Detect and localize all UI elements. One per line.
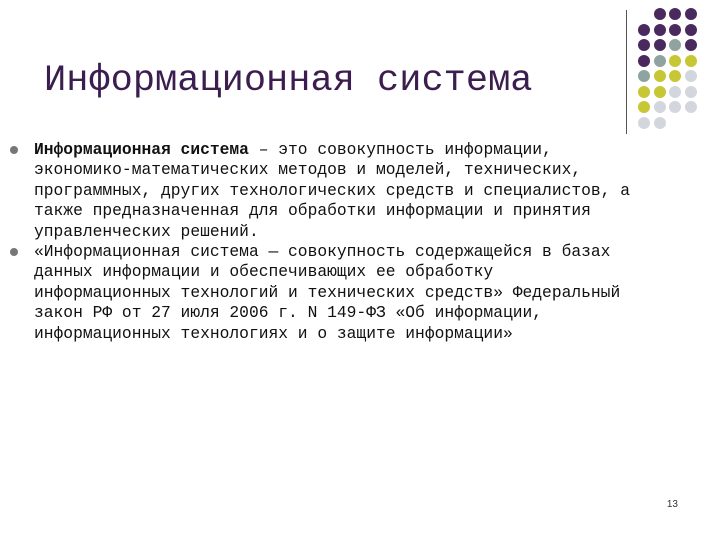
bullet-item-definition <box>10 140 630 242</box>
decorative-dot <box>669 86 681 98</box>
decorative-dot <box>669 8 681 20</box>
decorative-dot <box>654 101 666 113</box>
decorative-dot <box>654 70 666 82</box>
definition-text: – это совокупность информации, экономико-математических методов и моделей, технических, программных, других технологических средств и специалистов, а также предназначенная для обработки информации и принятия управленческих решений. <box>34 140 630 241</box>
decorative-dot <box>669 39 681 51</box>
decorative-dot <box>654 39 666 51</box>
bullet-icon <box>10 146 18 154</box>
decorative-dot <box>654 86 666 98</box>
decorative-dot <box>638 24 650 36</box>
bullet-icon <box>10 248 18 256</box>
bullet-item-law-quote <box>10 242 630 344</box>
decorative-dot <box>638 70 650 82</box>
decorative-dot <box>685 86 697 98</box>
decorative-dot <box>685 24 697 36</box>
decorative-dot <box>654 24 666 36</box>
decorative-dot <box>685 39 697 51</box>
slide-title: Информационная система <box>44 60 533 102</box>
definition-term: Информационная система <box>34 140 249 159</box>
title-divider-line <box>626 10 627 134</box>
bullet-list <box>10 140 630 344</box>
decorative-dot <box>638 39 650 51</box>
decorative-dot <box>669 70 681 82</box>
decorative-dot <box>638 55 650 67</box>
decorative-dot <box>654 117 666 129</box>
decorative-dot <box>685 8 697 20</box>
decorative-dot <box>669 55 681 67</box>
page-number: 13 <box>666 499 678 510</box>
law-quote-text: «Информационная система — совокупность содержащейся в базах данных информации и обеспечивающих ее обработку информационных технологий и технических средств» Федеральный закон РФ от 27 июля 2006 г. N 149-ФЗ «Об информации, информационных технологиях и о защите информации» <box>34 242 621 343</box>
decorative-dot <box>638 101 650 113</box>
decorative-dot <box>685 55 697 67</box>
decorative-dot <box>638 86 650 98</box>
decorative-dot <box>685 70 697 82</box>
dot-pattern-decoration <box>638 8 718 123</box>
decorative-dot <box>669 101 681 113</box>
decorative-dot <box>669 24 681 36</box>
decorative-dot <box>638 117 650 129</box>
decorative-dot <box>685 101 697 113</box>
decorative-dot <box>654 8 666 20</box>
decorative-dot <box>654 55 666 67</box>
